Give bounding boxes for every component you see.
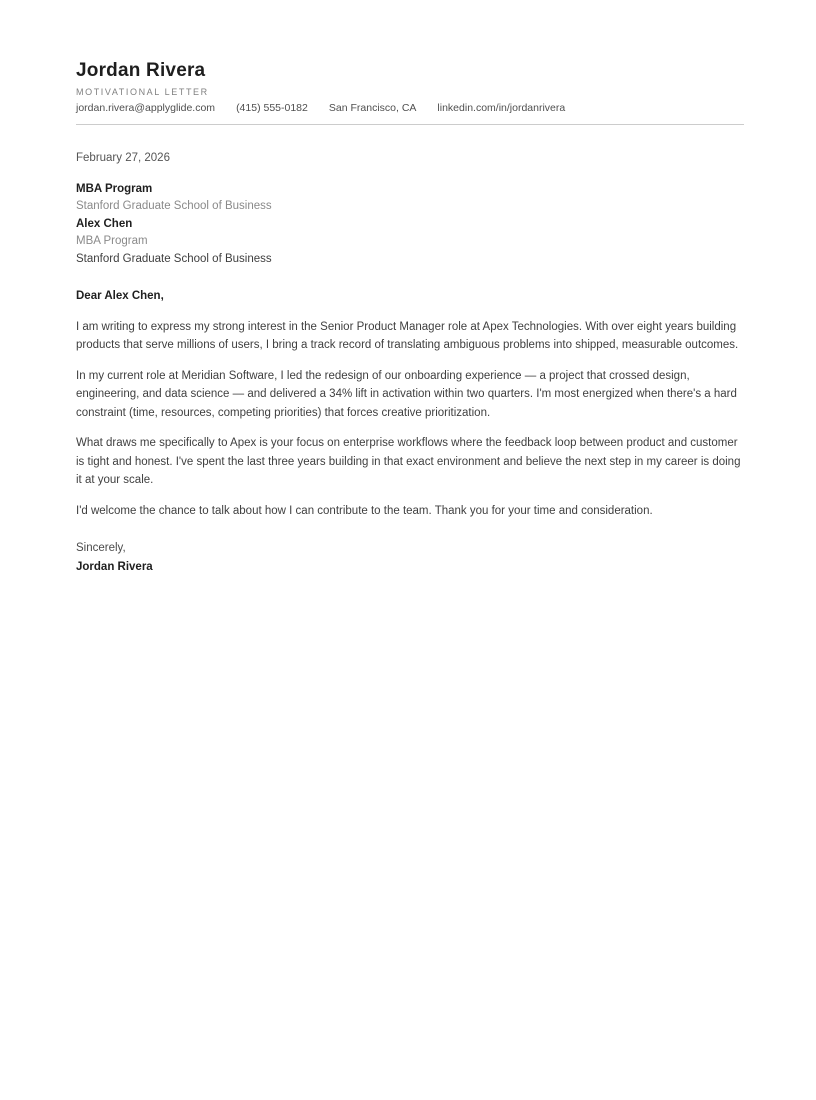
contact-phone: (415) 555-0182 — [236, 102, 308, 114]
closing-word: Sincerely, — [76, 542, 126, 555]
header-divider — [76, 124, 744, 125]
contact-email: jordan.rivera@applyglide.com — [76, 102, 216, 114]
contact-linkedin: linkedin.com/in/jordanrivera — [437, 102, 566, 114]
recipient-department: MBA Program — [76, 182, 153, 195]
closing-block — [76, 539, 744, 576]
body-paragraph: What draws me specifically to Apex is your focus on enterprise workflows where the feedback loop between product and customer is tight and honest. I've spent the last three years building in that exact environment and believe the next step in my career is doing it at your scale. — [76, 437, 741, 487]
document-type-label: MOTIVATIONAL LETTER — [76, 87, 209, 97]
signature-name: Jordan Rivera — [76, 560, 153, 573]
body-paragraph: In my current role at Meridian Software, I led the redesign of our onboarding experience — a project that crossed design, engineering, and data science — and delivered a 34% lift in activation within two quarters. I'm most energized when there's a hard constraint (time, resources, competing priorities) that forces creative prioritization. — [76, 369, 737, 419]
recipient-block — [76, 181, 744, 269]
sender-name: Jordan Rivera — [76, 60, 206, 81]
letter-date: February 27, 2026 — [76, 152, 170, 164]
contact-row — [76, 102, 744, 115]
recipient-contact-title: MBA Program — [76, 235, 148, 248]
salutation: Dear Alex Chen, — [76, 290, 164, 303]
recipient-organization: Stanford Graduate School of Business — [76, 252, 272, 265]
recipient-department-org: Stanford Graduate School of Business — [76, 200, 272, 213]
recipient-contact-name: Alex Chen — [76, 217, 133, 230]
body-paragraph: I'd welcome the chance to talk about how I can contribute to the team. Thank you for your time and consideration. — [76, 504, 653, 517]
body-paragraph: I am writing to express my strong interest in the Senior Product Manager role at Apex Technologies. With over eight years building products that serve millions of users, I bring a track record of translating ambiguous problems into shipped, measurable outcomes. — [76, 320, 739, 352]
contact-location: San Francisco, CA — [328, 102, 417, 114]
letter-header — [76, 60, 744, 125]
